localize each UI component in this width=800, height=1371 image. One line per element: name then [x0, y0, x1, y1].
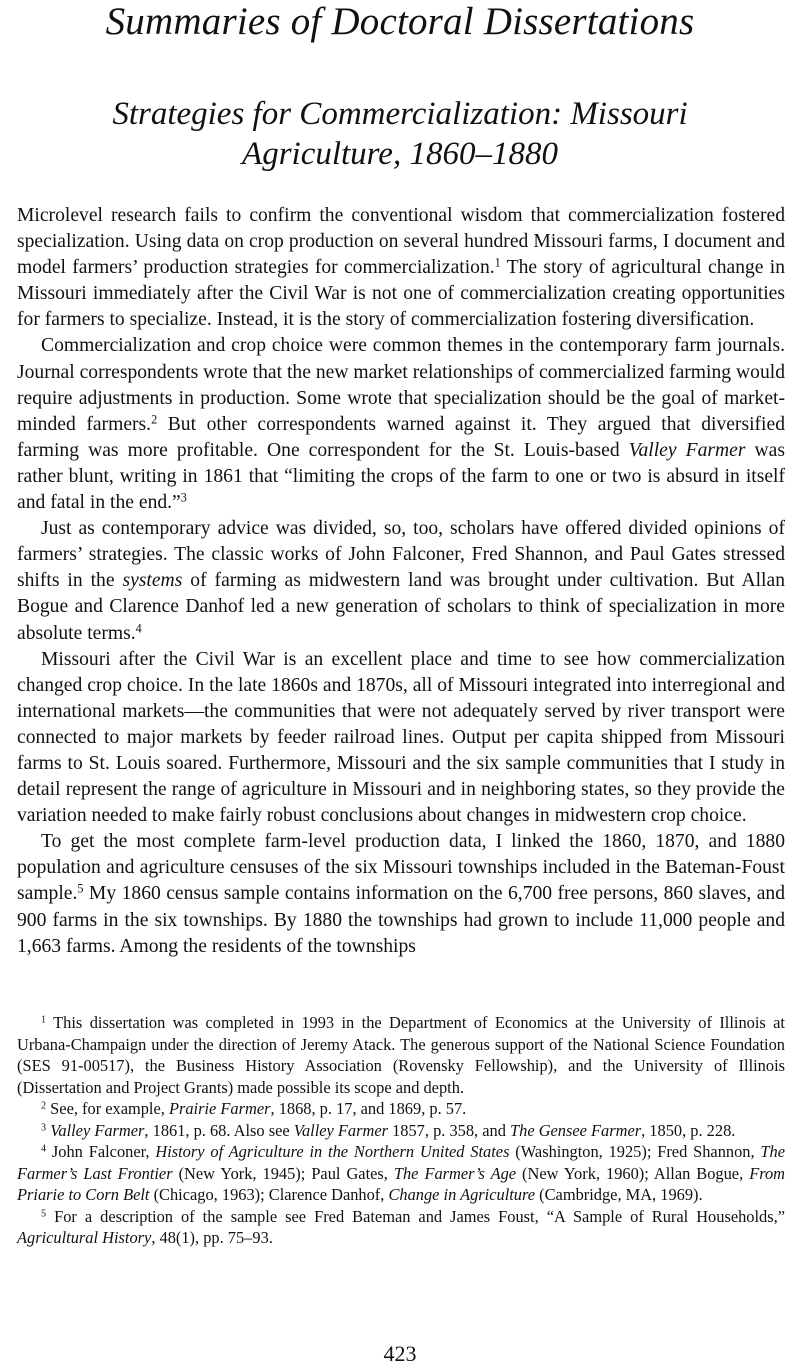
article-title: [60, 94, 740, 174]
footnote-4: $^4$ John Falconer, History of Agriculture in the Northern United States (Washington, 1925); Fred Shannon, The Farmer’s Last Frontier (New York, 1945); Paul Gates, The Farmer’s Age (New York, 1960); Allan Bogue, From Priarie to Corn Belt (Chicago, 1963); Clarence Danhof, Change in Agriculture (Cambridge, MA, 1969).: [17, 1142, 786, 1204]
paragraph-4: Missouri after the Civil War is an excellent place and time to see how commercialization changed crop choice. In the late 1860s and 1870s, all of Missouri integrated into interregional and international markets—the communities that were not adequately served by river transport were connected to major markets by feeder railroad lines. Output per capita shipped from Missouri farms to St. Louis soared. Furthermore, Missouri and the six sample communities that I study in detail represent the range of agriculture in Missouri and in neighboring states, so they provide the variation needed to make fairly robust conclusions about changes in midwestern crop choice.: [17, 648, 785, 827]
footnote-1: $^1$ This dissertation was completed in 1993 in the Department of Economics at the University of Illinois at Urbana-Champaign under the direction of Jeremy Atack. The generous support of the National Science Foundation (SES 91-00517), the Business History Association (Rovensky Fellowship), and the University of Illinois (Dissertation and Project Grants) made possible its scope and depth.: [17, 1013, 785, 1097]
paragraph-2: Commercialization and crop choice were common themes in the contemporary farm journals. Journal correspondents wrote that the new market relationships of commercialized farming would require adjustments in production. Some wrote that specialization should be the goal of market-minded farmers.$^2$ But other correspondents warned against it. They argued that diversified farming was more profitable. One correspondent for the St. Louis-based Valley Farmer was rather blunt, writing in 1861 that “limiting the crops of the farm to one or two is absurd in itself and fatal in the end.”$^3$: [17, 335, 785, 514]
article-title-line-1: Strategies for Commercialization: Missouri: [112, 96, 688, 132]
article-title-line-2: Agriculture, 1860–1880: [242, 136, 558, 172]
paragraph-5: To get the most complete farm-level production data, I linked the 1860, 1870, and 1880 population and agriculture censuses of the six Missouri townships included in the Bateman-Foust sample.$^5$ My 1860 census sample contains information on the 6,700 free persons, 860 slaves, and 900 farms in the six townships. By 1880 the townships had grown to include 11,000 people and 1,663 farms. Among the residents of the townships: [17, 831, 785, 957]
article-body: [17, 203, 785, 960]
footnote-ref-4[interactable]: 4: [135, 620, 142, 635]
footnote-ref-1[interactable]: 1: [494, 255, 501, 270]
footnote-3: $^3$ Valley Farmer, 1861, p. 68. Also see Valley Farmer 1857, p. 358, and The Gensee Farmer, 1850, p. 228.: [41, 1120, 736, 1140]
paragraph-1: Microlevel research fails to confirm the conventional wisdom that commercialization fostered specialization. Using data on crop production on several hundred Missouri farms, I document and model farmers’ production strategies for commercialization.$^1$ The story of agricultural change in Missouri immediately after the Civil War is not one of commercialization creating opportunities for farmers to specialize. Instead, it is the story of commercialization fostering diversification.: [17, 205, 785, 331]
footnote-2: $^2$ See, for example, Prairie Farmer, 1868, p. 17, and 1869, p. 57.: [41, 1099, 467, 1118]
running-title: Summaries of Doctoral Dissertations: [105, 0, 695, 43]
page-number: 423: [383, 1341, 417, 1366]
footnote-ref-3[interactable]: 3: [180, 490, 187, 505]
footnote-ref-2[interactable]: 2: [151, 412, 158, 427]
footnote-ref-5[interactable]: 5: [77, 881, 84, 896]
footnote-5: $^5$ For a description of the sample see Fred Bateman and James Foust, “A Sample of Rural Households,” Agricultural History, 48(1), pp. 75–93.: [17, 1206, 785, 1247]
paragraph-3: Just as contemporary advice was divided, so, too, scholars have offered divided opinions of farmers’ strategies. The classic works of John Falconer, Fred Shannon, and Paul Gates stressed shifts in the systems of farming as midwestern land was brought under cultivation. But Allan Bogue and Clarence Danhof led a new generation of scholars to think of specialization in more absolute terms.$^4$: [17, 518, 785, 644]
footnotes: [17, 1012, 785, 1249]
